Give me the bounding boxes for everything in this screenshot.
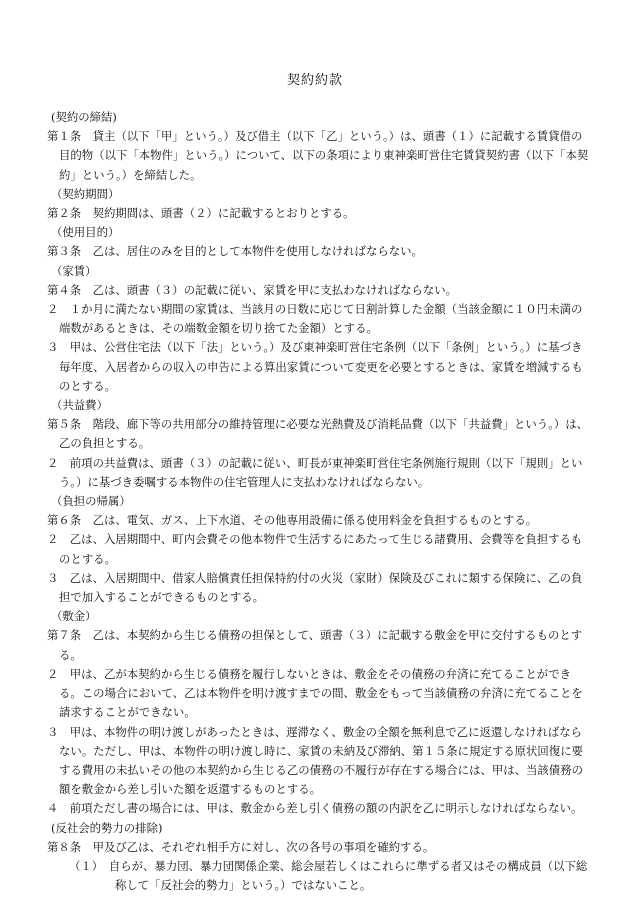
section-heading: （敷金） xyxy=(51,609,97,624)
clause-paragraph: ３ 甲は、公営住宅法（以下「法」という。）及び東神楽町営住宅条例（以下「条例」という。）に基づき毎年度、入居者からの収入の申告による算出家賃について変更を必要とするときは、家賃を増減するものとする。 xyxy=(47,340,583,393)
clause-paragraph: ３ 乙は、入居期間中、借家人賠償責任担保特約付の火災（家財）保険及びこれに類する保険に、乙の負担で加入することができるものとする。 xyxy=(47,570,583,605)
clause-paragraph: ４ 前項ただし書の場合には、甲は、敷金から差し引く債務の額の内訳を乙に明示しなければならない。 xyxy=(47,801,583,816)
article-paragraph: 第４条 乙は、頭書（３）の記載に従い、家賃を甲に支払わなければならない。 xyxy=(47,282,458,297)
article-paragraph: 第１条 貸主（以下「甲」という。）及び借主（以下「乙」という。）は、頭書（１）に記載する賃貸借の目的物（以下「本物件」という。）について、以下の条項により東神楽町営住宅賃貸契約書（以下「本契約」という。）を締結した。 xyxy=(47,129,589,182)
article-paragraph: 第３条 乙は、居住のみを目的として本物件を使用しなければならない。 xyxy=(47,244,423,259)
article-paragraph: 第６条 乙は、電気、ガス、上下水道、その他専用設備に係る使用料金を負担するものとする。 xyxy=(47,513,538,528)
clause-paragraph: ２ 甲は、乙が本契約から生じる債務を履行しないときは、敷金をその債務の弁済に充てることができる。この場合において、乙は本物件を明け渡すまでの間、敷金をもって当該債務の弁済に充てることを請求することができない。 xyxy=(47,666,583,720)
article-paragraph: 第８条 甲及び乙は、それぞれ相手方に対し、次の各号の事項を確約する。 xyxy=(47,839,435,854)
article-paragraph: 第７条 乙は、本契約から生じる債務の担保として、頭書（３）に記載する敷金を甲に交付するものとする。 xyxy=(47,628,583,662)
contract-body xyxy=(47,108,592,895)
document-title: 契約約款 xyxy=(286,73,343,88)
section-heading: (契約の締結) xyxy=(51,110,117,124)
item-paragraph: （１） 自らが、暴力団、暴力団関係企業、総会屋若しくはこれらに準ずる者又はその構成員（以下総称して「反社会的勢力」という。）ではないこと。 xyxy=(69,858,588,893)
clause-paragraph: ２ 乙は、入居期間中、町内会費その他本物件で生活するにあたって生じる諸費用、会費等を負担するものとする。 xyxy=(47,532,583,566)
section-heading: （家賃） xyxy=(51,263,97,278)
clause-paragraph: ３ 甲は、本物件の明け渡しがあったときは、遅滞なく、敷金の全額を無利息で乙に返還しなければならない。ただし、甲は、本物件の明け渡し時に、家賃の未納及び滞納、第１５条に規定する原状回復に要する費用の未払いその他の本契約から生じる乙の債務の不履行が存在する場合には、甲は、当該債務の額を敷金から差し引いた額を返還するものとする。 xyxy=(47,724,583,797)
article-paragraph: 第２条 契約期間は、頭書（２）に記載するとおりとする。 xyxy=(47,206,355,221)
section-heading: （使用目的） xyxy=(51,225,120,240)
section-heading: (反社会的勢力の排除) xyxy=(51,820,163,835)
section-heading: （共益費） xyxy=(51,398,108,413)
clause-paragraph: ２ 前項の共益費は、頭書（３）の記載に従い、町長が東神楽町営住宅条例施行規則（以下「規則」という。）に基づき委嘱する本物件の住宅管理人に支払わなければならない。 xyxy=(47,455,583,489)
section-heading: （負担の帰属） xyxy=(51,494,131,509)
clause-paragraph: ２ １か月に満たない期間の家賃は、当該月の日数に応じて日割計算した金額（当該金額に１０円未満の端数があるときは、その端数金額を切り捨てた金額）とする。 xyxy=(47,302,583,336)
section-heading: （契約期間） xyxy=(51,186,120,201)
article-paragraph: 第５条 階段、廊下等の共用部分の維持管理に必要な光熱費及び消耗品費（以下「共益費」という。）は、乙の負担とする。 xyxy=(47,417,589,451)
